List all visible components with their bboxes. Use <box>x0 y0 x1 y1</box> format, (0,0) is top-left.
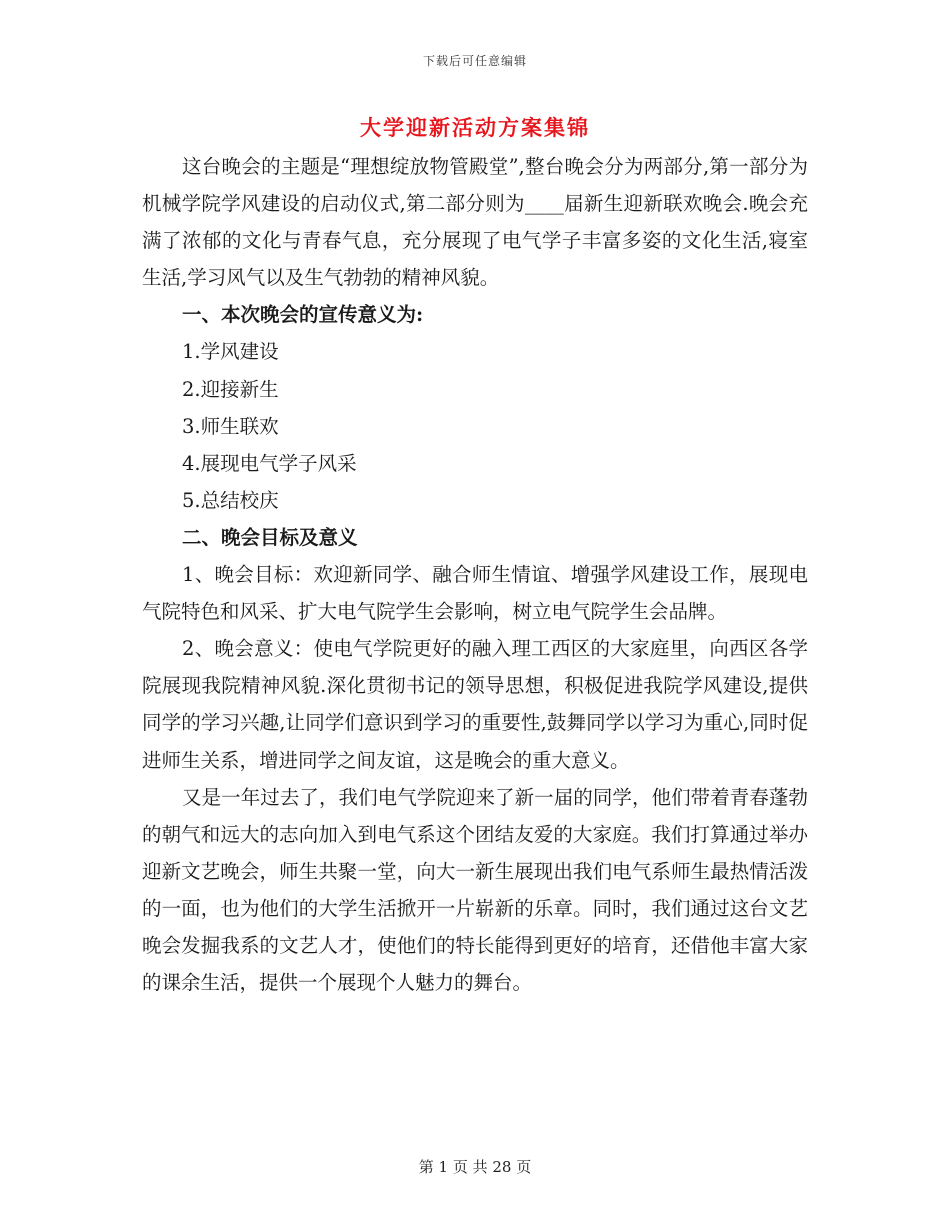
section2-heading: 二、晚会目标及意义 <box>182 525 358 549</box>
meaning-paragraph: 2、晚会意义：使电气学院更好的融入理工西区的大家庭里，向西区各学院展现我院精神风貌.深化贯彻书记的领导思想，积极促进我院学风建设,提供同学的学习兴趣,让同学们意识到学习的重要性,鼓舞同学以学习为重心,同时促进师生关系，增进同学之间友谊，这是晚会的重大意义。 <box>142 637 808 772</box>
page-number: 第 1 页 共 28 页 <box>418 1158 532 1176</box>
list-item: 2.迎接新生 <box>182 377 279 401</box>
closing-paragraph: 又是一年过去了，我们电气学院迎来了新一届的同学，他们带着青春蓬勃的朝气和远大的志向加入到电气系这个团结友爱的大家庭。我们打算通过举办迎新文艺晚会，师生共聚一堂，向大一新生展现出我们电气系师生最热情活泼的一面，也为他们的大学生活掀开一片崭新的乐章。同时，我们通过这台文艺晚会发掘我系的文艺人才，使他们的特长能得到更好的培育，还借他丰富大家的课余生活，提供一个展现个人魅力的舞台。 <box>142 785 808 995</box>
goal-paragraph: 1、晚会目标：欢迎新同学、融合师生情谊、增强学风建设工作，展现电气院特色和风采、扩大电气院学生会影响，树立电气院学生会品牌。 <box>142 563 808 624</box>
intro-paragraph: 这台晚会的主题是“理想绽放物管殿堂”,整台晚会分为两部分,第一部分为机械学院学风建设的启动仪式,第二部分则为____届新生迎新联欢晚会.晚会充满了浓郁的文化与青春气息，充分展现了电气学子丰富多姿的文化生活,寝室生活,学习风气以及生气勃勃的精神风貌。 <box>142 155 808 290</box>
section1-heading: 一、本次晚会的宣传意义为: <box>182 303 424 327</box>
list-item: 1.学风建设 <box>182 340 279 364</box>
list-item: 4.展现电气学子风采 <box>182 451 357 475</box>
list-item: 3.师生联欢 <box>182 414 279 438</box>
document-title: 大学迎新活动方案集锦 <box>360 115 590 140</box>
list-item: 5.总结校庆 <box>182 488 279 512</box>
document-body <box>142 148 808 1001</box>
page-header: 下载后可任意编辑 <box>422 54 527 68</box>
